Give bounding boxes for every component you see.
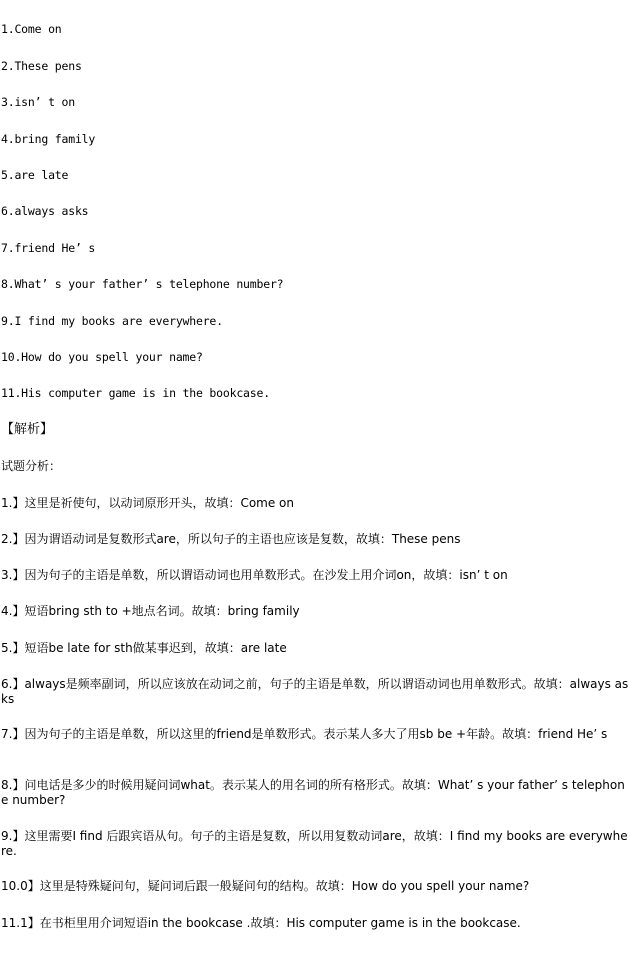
explanation-1: 1.】这里是祈使句，以动词原形开头，故填：Come on (1, 496, 295, 510)
explanation-4: 4.】短语bring sth to +地点名词。故填：bring family (1, 604, 300, 618)
answer-line-9: 9.I find my books are everywhere. (1, 314, 223, 328)
answer-line-8: 8.What’ s your father’ s telephone number? (1, 277, 284, 291)
answer-line-2: 2.These pens (1, 59, 82, 73)
explanation-8: 8.】问电话是多少的时候用疑问词what。表示某人的用名词的所有格形式。故填：What’ s your father’ s telephone number? (1, 778, 625, 807)
explanation-10: 10.0】这里是特殊疑问句，疑问词后跟一般疑问句的结构。故填：How do you spell your name? (1, 879, 530, 893)
answer-line-3: 3.isn’ t on (1, 95, 75, 109)
analysis-subheading: 试题分析： (1, 459, 62, 473)
answer-line-6: 6.always asks (1, 204, 89, 218)
answer-line-7: 7.friend He’ s (1, 241, 96, 255)
explanation-6: 6.】always是频率副词，所以应该放在动词之前，句子的主语是单数，所以谓语动词也用单数形式。故填：always asks (1, 677, 629, 706)
answer-line-4: 4.bring family (1, 132, 96, 146)
explanation-7: 7.】因为句子的主语是单数，所以这里的friend是单数形式。表示某人多大了用sb be +年龄。故填：friend He’ s (1, 727, 608, 741)
explanation-11: 11.1】在书柜里用介词短语in the bookcase .故填：His computer game is in the bookcase. (1, 916, 521, 930)
answer-line-5: 5.are late (1, 168, 69, 182)
explanation-3: 3.】因为句子的主语是单数，所以谓语动词也用单数形式。在沙发上用介词on，故填：isn’ t on (1, 568, 508, 582)
answer-line-1: 1.Come on (1, 22, 62, 36)
answer-line-10: 10.How do you spell your name? (1, 350, 203, 364)
analysis-heading: 【解析】 (1, 422, 54, 437)
explanation-2: 2.】因为谓语动词是复数形式are，所以句子的主语也应该是复数，故填：These pens (1, 532, 461, 546)
answer-line-11: 11.His computer game is in the bookcase. (1, 386, 270, 400)
explanation-9: 9.】这里需要I find 后跟宾语从句。句子的主语是复数，所以用复数动词are，故填：I find my books are everywhere. (1, 829, 628, 858)
explanation-5: 5.】短语be late for sth做某事迟到，故填：are late (1, 641, 287, 655)
